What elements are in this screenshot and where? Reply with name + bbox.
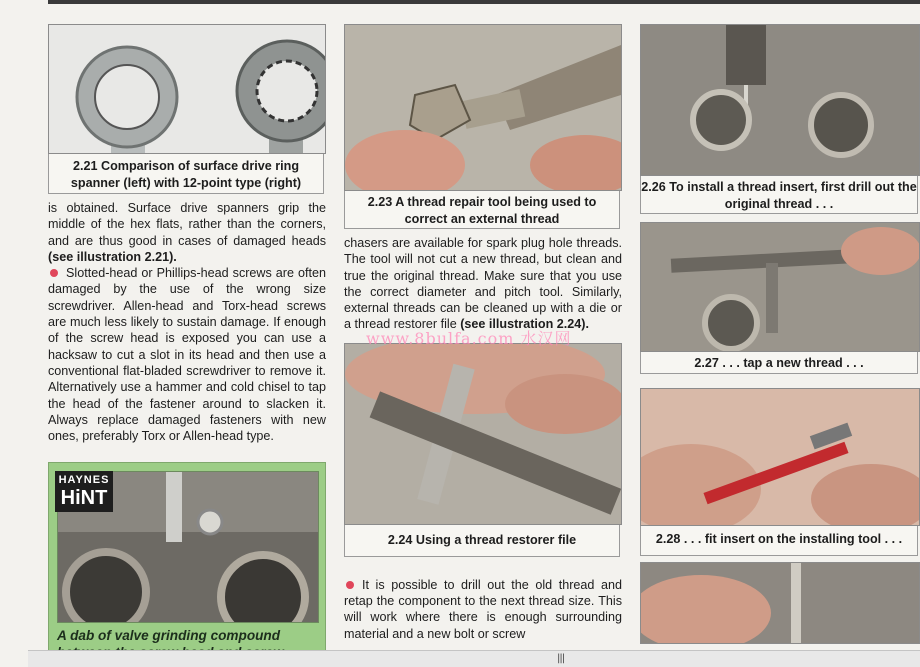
caption-2-21: 2.21 Comparison of surface drive ring spanner (left) with 12-point type (right) [48, 154, 324, 194]
see-illustration-2-24: (see illustration 2.24). [460, 317, 589, 332]
watermark: www.8bulfa.com 水汉网 [366, 329, 572, 348]
see-illustration-2-21: (see illustration 2.21). [48, 249, 177, 264]
hint-label: HiNT [60, 487, 108, 509]
bullet-icon [50, 269, 58, 277]
caption-2-23: 2.23 A thread repair tool being used to correct an external thread [344, 191, 620, 229]
left-paragraph-1 [48, 200, 326, 265]
photo-2-28-insert [640, 388, 920, 526]
scrollbar-grip-icon[interactable]: ||| [557, 653, 565, 664]
photo-2-24-thread-restorer [344, 343, 622, 525]
right-column [640, 24, 920, 644]
photo-2-27-tap [640, 222, 920, 352]
thread-restorer-photo [345, 344, 621, 524]
middle-paragraph-2 [344, 577, 622, 642]
left-paragraph-2-text: Slotted-head or Phillips-head screws are often damaged by the use of the wrong size screwdriver. Allen-head and Torx-head screws are much less likely to sustain damage. If enough of the screw head is exposed you can use a hacksaw to cut a slot in its head and then use a conventional flat-bladed screwdriver to remove it. Alternatively use a hammer and cold chisel to tap the head of the fastener around to slacken it. Always replace damaged fasteners with new ones, preferably Torx or Allen-head type. [48, 266, 326, 444]
insert-tool-photo [641, 389, 919, 525]
bullet-icon [346, 581, 354, 589]
caption-2-28: 2.28 . . . fit insert on the installing tool . . . [640, 526, 918, 556]
photo-2-21-spanners [48, 24, 326, 154]
partial-photo [641, 563, 919, 643]
hint-caption: A dab of valve grinding compound [57, 628, 281, 643]
haynes-hint-box [48, 462, 326, 664]
middle-paragraph-2-text: It is possible to drill out the old thread and retap the component to the next thread size. This will work where there is enough surrounding material and a new bolt or screw [344, 577, 622, 641]
horizontal-scrollbar[interactable] [28, 650, 920, 667]
caption-2-24: 2.24 Using a thread restorer file [344, 525, 620, 557]
caption-2-27: 2.27 . . . tap a new thread . . . [640, 352, 918, 374]
middle-paragraph-1 [344, 235, 622, 333]
left-paragraph-2 [48, 265, 326, 444]
middle-paragraph-1-text: chasers are available for spark plug hole threads. The tool will not cut a new thread, but clean and true the original thread. Make sure that you use the correct diameter and pitch tool. Similarly, external threads can be cleaned up with a die or a thread restorer file [344, 236, 622, 332]
tap-photo [641, 223, 919, 351]
photo-next-partial [640, 562, 920, 644]
drill-photo [641, 25, 919, 175]
thread-repair-photo [345, 25, 621, 190]
haynes-hint-badge [55, 471, 113, 512]
left-column [48, 24, 326, 444]
photo-2-23-thread-repair [344, 24, 622, 191]
photo-2-26-drill [640, 24, 920, 176]
left-paragraph-1-text: is obtained. Surface drive spanners grip the middle of the hex flats, rather than the corners, and are thus good in cases of damaged heads [48, 201, 326, 248]
spanners-illustration [49, 25, 325, 153]
page-top-rule [48, 0, 920, 4]
haynes-brand-label: HAYNES [58, 474, 110, 486]
caption-2-26: 2.26 To install a thread insert, first drill out the original thread . . . [640, 176, 918, 214]
